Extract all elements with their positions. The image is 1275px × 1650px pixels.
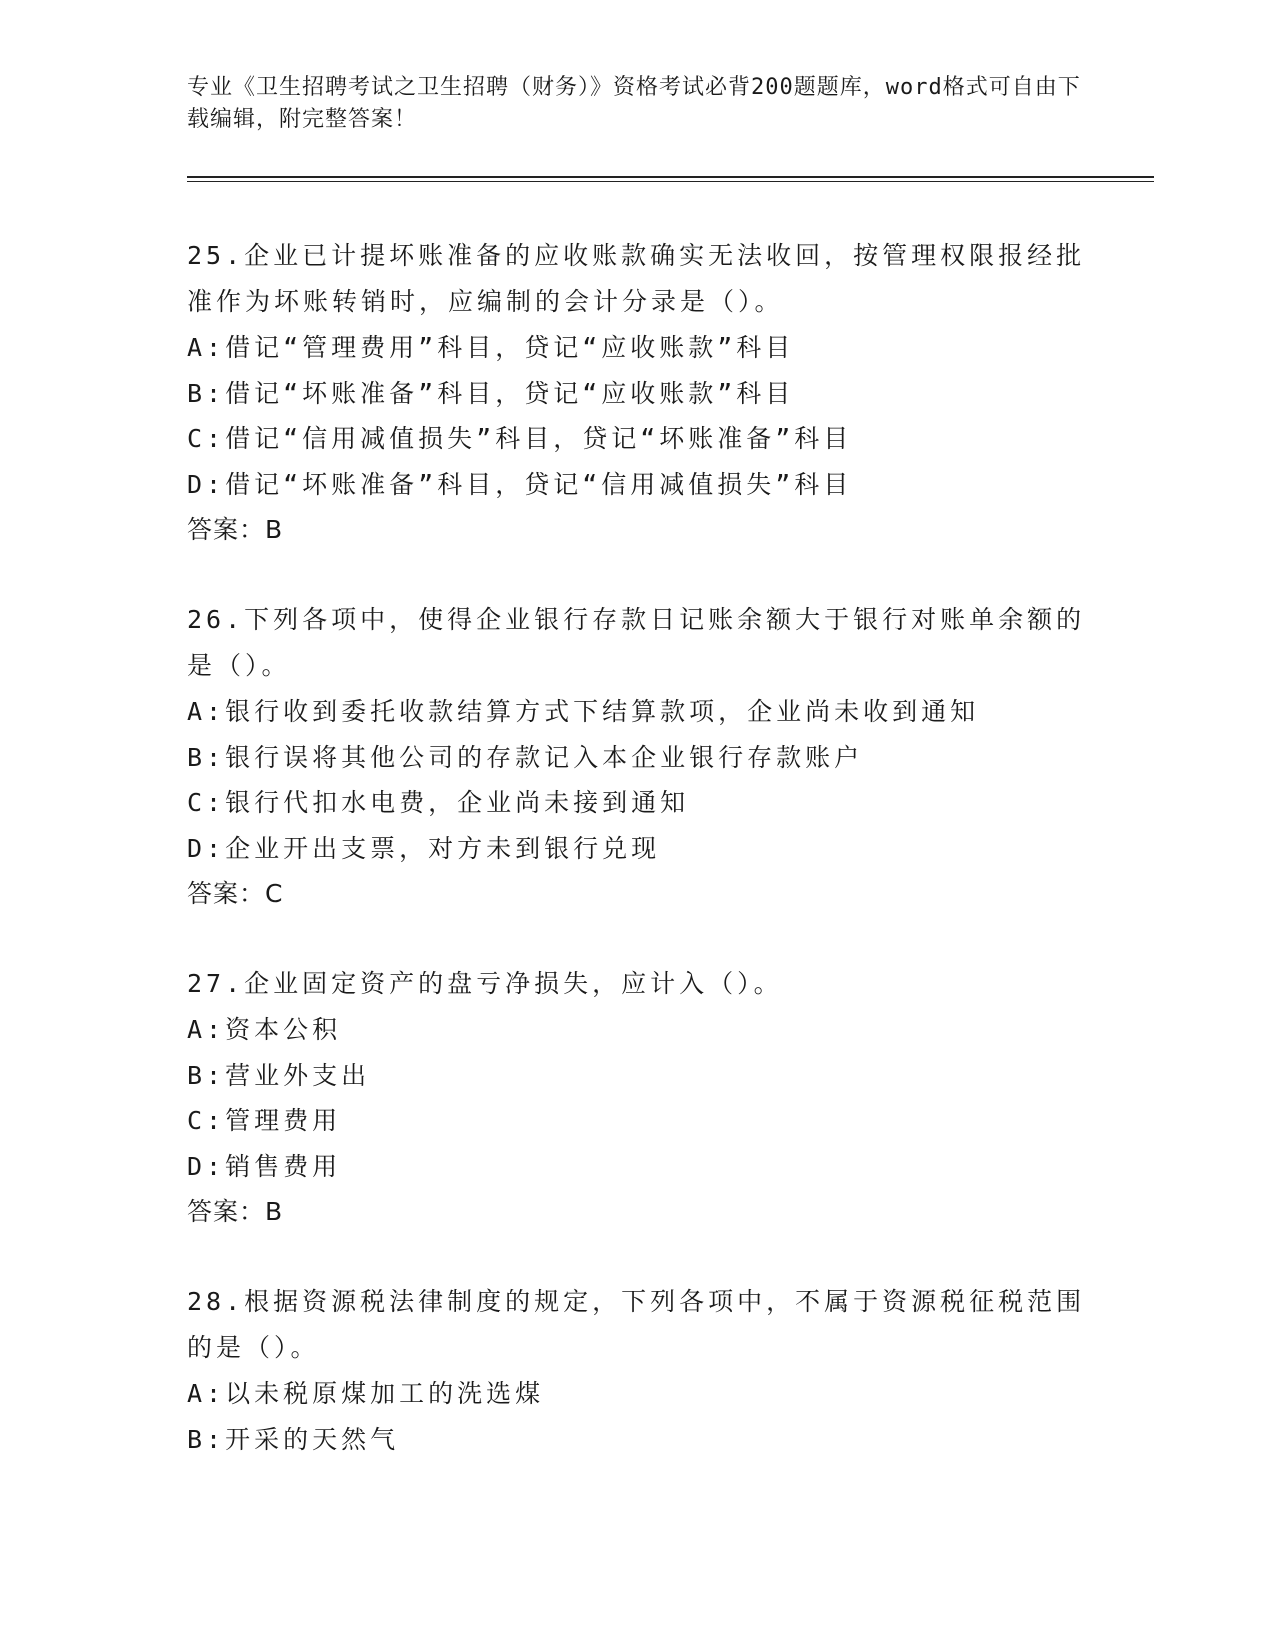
question-28: [187, 1279, 1087, 1462]
option-d: D:借记“坏账准备”科目，贷记“信用减值损失”科目: [187, 469, 853, 499]
header-divider-thick: [187, 176, 1154, 178]
answer: 答案：B: [187, 515, 284, 544]
option-a: A:银行收到委托收款结算方式下结算款项，企业尚未收到通知: [187, 697, 980, 726]
option-d: D:企业开出支票，对方未到银行兑现: [187, 833, 661, 863]
option-a: A:以未税原煤加工的洗选煤: [187, 1379, 545, 1408]
option-b: B:银行误将其他公司的存款记入本企业银行存款账户: [187, 742, 864, 772]
question-list: [187, 233, 1087, 1506]
header-text: 专业《卫生招聘考试之卫生招聘（财务）》资格考试必背200题题库，word格式可自由下载编辑，附完整答案！: [187, 75, 1081, 132]
option-c: C:管理费用: [187, 1106, 342, 1135]
option-b: B:开采的天然气: [187, 1424, 400, 1454]
answer: 答案：B: [187, 1197, 284, 1226]
option-b: B:借记“坏账准备”科目，贷记“应收账款”科目: [187, 378, 795, 408]
answer: 答案：C: [187, 879, 284, 908]
header-divider-thin: [187, 181, 1154, 182]
question-stem: 27.企业固定资产的盘亏净损失，应计入（）。: [187, 969, 783, 998]
option-a: A:借记“管理费用”科目，贷记“应收账款”科目: [187, 333, 795, 362]
question-27: [187, 961, 1087, 1235]
option-b: B:营业外支出: [187, 1060, 371, 1090]
option-c: C:银行代扣水电费，企业尚未接到通知: [187, 788, 690, 817]
option-a: A:资本公积: [187, 1015, 342, 1044]
option-d: D:销售费用: [187, 1151, 342, 1181]
question-stem: 28.根据资源税法律制度的规定，下列各项中，不属于资源税征税范围的是（）。: [187, 1287, 1086, 1362]
question-25: [187, 233, 1087, 553]
question-26: [187, 597, 1087, 917]
document-header: [187, 72, 1087, 136]
option-c: C:借记“信用减值损失”科目，贷记“坏账准备”科目: [187, 424, 853, 453]
question-stem: 25.企业已计提坏账准备的应收账款确实无法收回，按管理权限报经批准作为坏账转销时，应编制的会计分录是（）。: [187, 241, 1086, 316]
question-stem: 26.下列各项中，使得企业银行存款日记账余额大于银行对账单余额的是（）。: [187, 605, 1086, 680]
